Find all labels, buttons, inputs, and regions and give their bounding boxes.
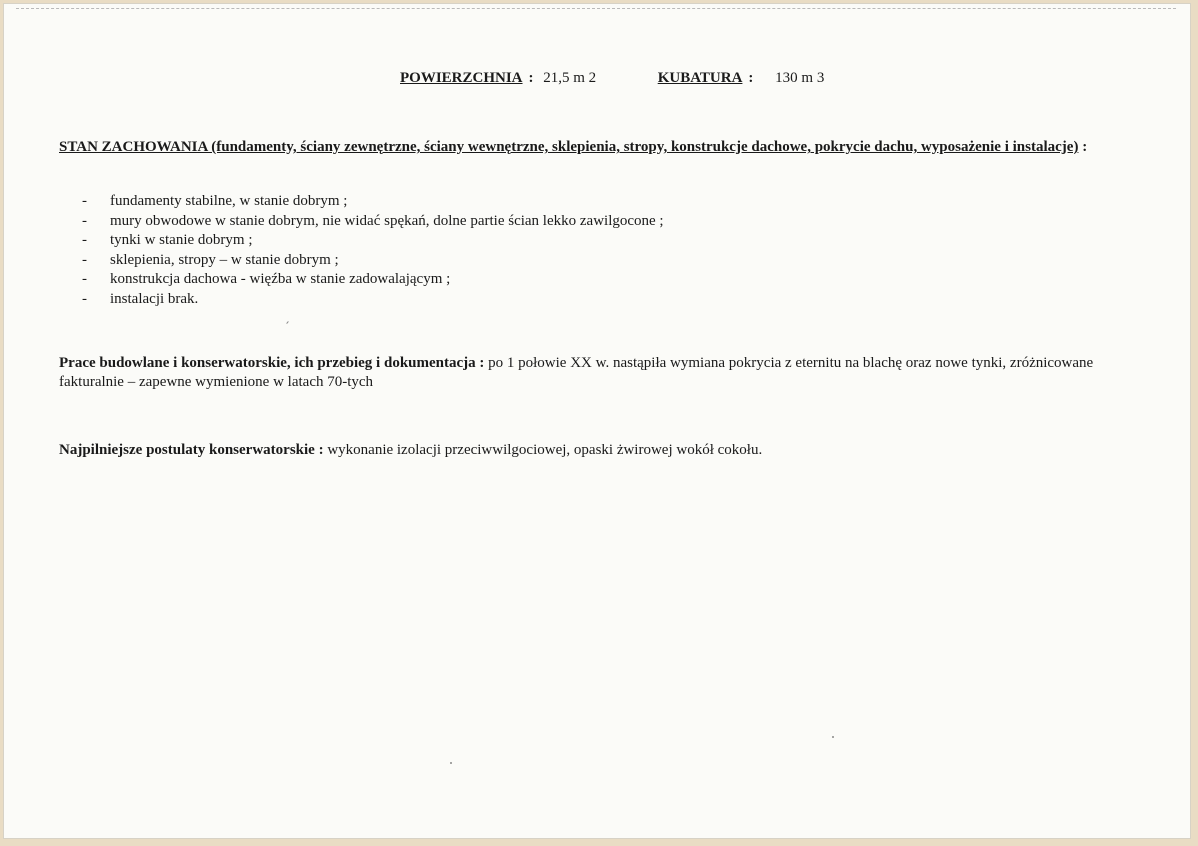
volume-value: 130 m 3 bbox=[775, 70, 825, 86]
area-colon: : bbox=[528, 70, 534, 86]
list-item: - tynki w stanie dobrym ; bbox=[82, 232, 253, 248]
area-value: 21,5 m 2 bbox=[543, 70, 597, 86]
list-item: - instalacji brak. bbox=[82, 290, 199, 307]
document-page bbox=[3, 3, 1191, 839]
volume-colon: : bbox=[748, 70, 754, 86]
dimensions-row bbox=[400, 70, 824, 87]
scan-speck bbox=[286, 321, 289, 324]
list-item: - mury obwodowe w stanie dobrym, nie widać spękań, dolne partie ścian lekko zawilgocone ; bbox=[82, 212, 664, 229]
works-text: po 1 połowie XX w. nastąpiła wymiana pokrycia z eternitu na blachę oraz nowe tynki, zróżnicowane fakturalnie – zapewne wymienione w latach 70-tych bbox=[59, 355, 1094, 390]
scan-speck bbox=[450, 762, 452, 764]
works-paragraph bbox=[59, 354, 1123, 392]
postulates-label: Najpilniejsze postulaty konserwatorskie : bbox=[59, 442, 324, 458]
postulates-text: wykonanie izolacji przeciwwilgociowej, opaski żwirowej wokół cokołu. bbox=[327, 442, 763, 458]
scan-edge-line bbox=[16, 8, 1176, 9]
condition-heading-colon: : bbox=[1082, 139, 1088, 155]
works-label: Prace budowlane i konserwatorskie, ich przebieg i dokumentacja : bbox=[59, 355, 485, 371]
scan-speck bbox=[832, 736, 834, 738]
volume-label: KUBATURA bbox=[657, 70, 743, 86]
list-item: - fundamenty stabilne, w stanie dobrym ; bbox=[82, 193, 348, 209]
list-item: - sklepienia, stropy – w stanie dobrym ; bbox=[82, 251, 339, 268]
condition-heading bbox=[59, 138, 1119, 157]
area-label: POWIERZCHNIA bbox=[400, 70, 523, 86]
list-item: - konstrukcja dachowa - więźba w stanie zadowalającym ; bbox=[82, 271, 451, 287]
condition-list bbox=[82, 192, 664, 309]
postulates-paragraph bbox=[59, 441, 1123, 460]
condition-heading-text: STAN ZACHOWANIA (fundamenty, ściany zewnętrzne, ściany wewnętrzne, sklepienia, stropy, konstrukcje dachowe, pokrycie dachu, wyposażenie i instalacje) bbox=[59, 139, 1079, 155]
